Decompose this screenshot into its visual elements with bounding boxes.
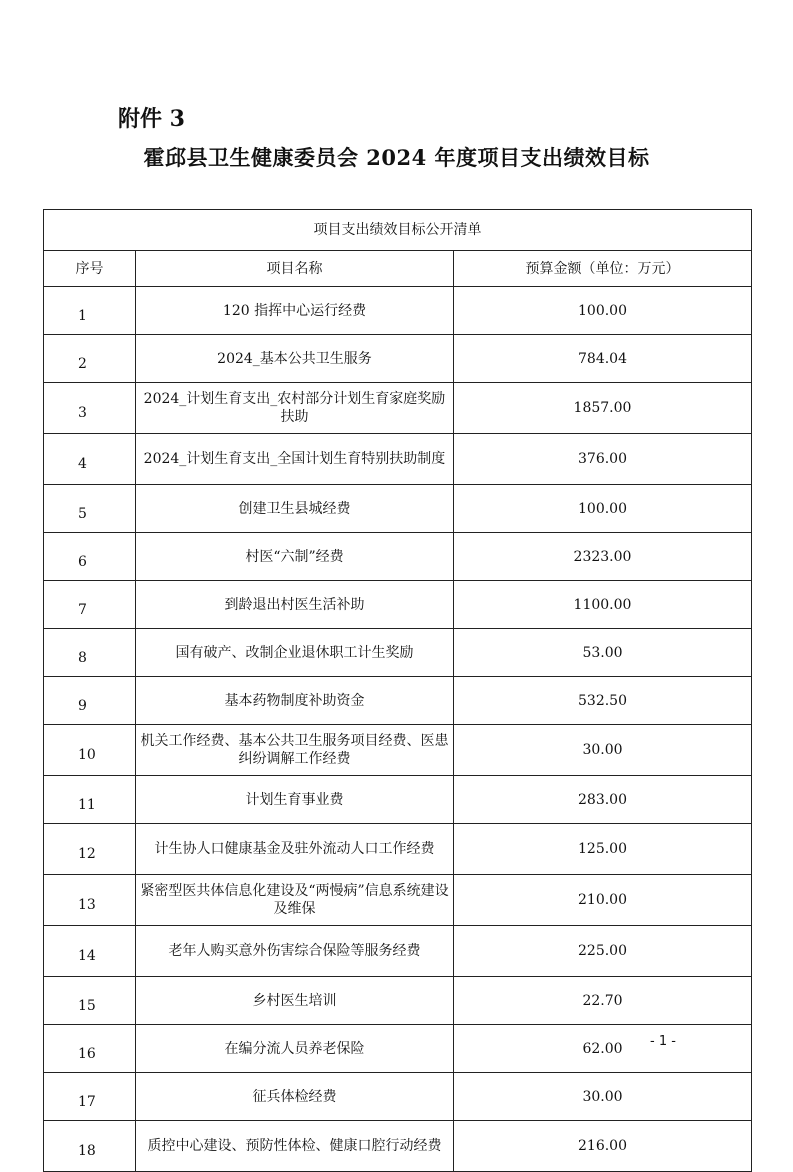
row-index: 11	[44, 776, 136, 824]
table-row	[44, 1025, 752, 1073]
row-project-name: 紧密型医共体信息化建设及“两慢病”信息系统建设及维保	[136, 875, 454, 926]
attachment-label: 附件 3	[118, 106, 185, 132]
row-project-name: 征兵体检经费	[136, 1073, 454, 1121]
row-index: 5	[44, 485, 136, 533]
row-amount: 210.00	[454, 875, 752, 926]
row-amount: 216.00	[454, 1121, 752, 1172]
header-index: 序号	[44, 251, 136, 287]
table-caption-row	[44, 210, 752, 251]
row-project-name: 计生协人口健康基金及驻外流动人口工作经费	[136, 824, 454, 875]
table-row	[44, 875, 752, 926]
table-caption: 项目支出绩效目标公开清单	[44, 210, 752, 251]
row-index: 2	[44, 335, 136, 383]
row-index: 15	[44, 977, 136, 1025]
row-index: 1	[44, 287, 136, 335]
row-amount: 53.00	[454, 629, 752, 677]
row-project-name: 机关工作经费、基本公共卫生服务项目经费、医患纠纷调解工作经费	[136, 725, 454, 776]
table-row	[44, 776, 752, 824]
row-amount: 1100.00	[454, 581, 752, 629]
row-amount: 283.00	[454, 776, 752, 824]
row-index: 3	[44, 383, 136, 434]
row-project-name: 基本药物制度补助资金	[136, 677, 454, 725]
row-index: 6	[44, 533, 136, 581]
row-index: 18	[44, 1121, 136, 1172]
table-row	[44, 335, 752, 383]
table-row	[44, 977, 752, 1025]
row-index: 10	[44, 725, 136, 776]
document-title: 霍邱县卫生健康委员会 2024 年度项目支出绩效目标	[143, 145, 650, 170]
row-amount: 30.00	[454, 1073, 752, 1121]
row-amount: 30.00	[454, 725, 752, 776]
row-amount: 125.00	[454, 824, 752, 875]
table-row	[44, 383, 752, 434]
row-amount: 22.70	[454, 977, 752, 1025]
row-amount: 225.00	[454, 926, 752, 977]
row-amount: 62.00	[454, 1025, 752, 1073]
row-index: 17	[44, 1073, 136, 1121]
table-row	[44, 581, 752, 629]
row-project-name: 2024_计划生育支出_全国计划生育特别扶助制度	[136, 434, 454, 485]
row-project-name: 质控中心建设、预防性体检、健康口腔行动经费	[136, 1121, 454, 1172]
table-row	[44, 725, 752, 776]
row-index: 9	[44, 677, 136, 725]
row-project-name: 计划生育事业费	[136, 776, 454, 824]
row-amount: 100.00	[454, 485, 752, 533]
table-row	[44, 434, 752, 485]
row-index: 7	[44, 581, 136, 629]
row-project-name: 村医“六制”经费	[136, 533, 454, 581]
row-amount: 784.04	[454, 335, 752, 383]
row-amount: 1857.00	[454, 383, 752, 434]
row-index: 8	[44, 629, 136, 677]
row-amount: 2323.00	[454, 533, 752, 581]
header-amount: 预算金额（单位：万元）	[454, 251, 752, 287]
header-name: 项目名称	[136, 251, 454, 287]
row-index: 16	[44, 1025, 136, 1073]
row-project-name: 创建卫生县城经费	[136, 485, 454, 533]
row-project-name: 2024_基本公共卫生服务	[136, 335, 454, 383]
table-row	[44, 629, 752, 677]
row-project-name: 在编分流人员养老保险	[136, 1025, 454, 1073]
row-amount: 100.00	[454, 287, 752, 335]
row-project-name: 120 指挥中心运行经费	[136, 287, 454, 335]
table-row	[44, 485, 752, 533]
budget-table	[43, 209, 752, 1172]
row-amount: 532.50	[454, 677, 752, 725]
row-amount: 376.00	[454, 434, 752, 485]
row-index: 12	[44, 824, 136, 875]
table-row	[44, 1121, 752, 1172]
page-number: - 1 -	[650, 1034, 676, 1049]
table-row	[44, 926, 752, 977]
table-row	[44, 533, 752, 581]
row-project-name: 2024_计划生育支出_农村部分计划生育家庭奖励扶助	[136, 383, 454, 434]
table-row	[44, 287, 752, 335]
table-row	[44, 1073, 752, 1121]
table-row	[44, 824, 752, 875]
table-header-row	[44, 251, 752, 287]
row-project-name: 国有破产、改制企业退休职工计生奖励	[136, 629, 454, 677]
row-index: 4	[44, 434, 136, 485]
row-project-name: 老年人购买意外伤害综合保险等服务经费	[136, 926, 454, 977]
row-index: 14	[44, 926, 136, 977]
row-index: 13	[44, 875, 136, 926]
row-project-name: 到龄退出村医生活补助	[136, 581, 454, 629]
table-row	[44, 677, 752, 725]
row-project-name: 乡村医生培训	[136, 977, 454, 1025]
